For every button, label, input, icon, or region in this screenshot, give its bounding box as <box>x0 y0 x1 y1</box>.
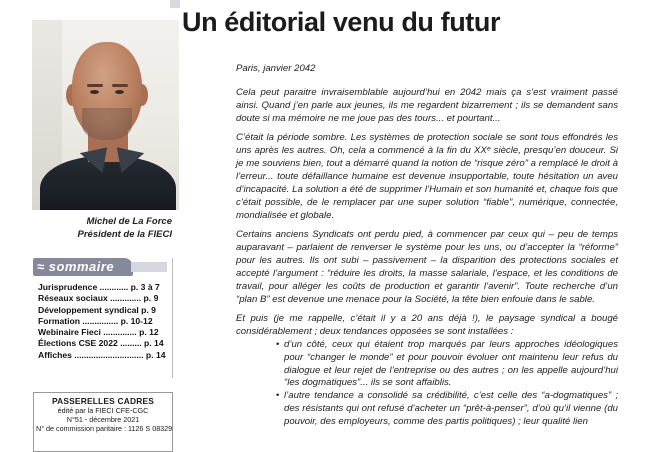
toc-item[interactable]: Jurisprudence ............ p. 3 à 7 <box>38 282 160 292</box>
table-of-contents <box>38 282 168 361</box>
article-paragraph: C’était la période sombre. Les systèmes de protection sociale se sont tous effondrés les uns après les autres. Oh, cela a commencé à la fin du XXᵉ siècle, presqu’en douceur. Si je me souviens bien, tout a démarré quand la notion de “risque zéro” a remplacé le droit à l’erreur... toute défaillance humaine est devenue insupportable, toute hésitation un aveu d’incapacité. La solution a été de supprimer l’Humain et son humanité et, chaque fois que c’était possible, de le remplacer par une super solution “fiable”, numérique, connectée, mondialisée et globale. <box>236 132 618 221</box>
sommaire-heading <box>33 258 167 276</box>
publication-issue: N°51 - décembre 2021 <box>66 415 140 424</box>
article-paragraph: Certains anciens Syndicats ont perdu pied, à commencer par ceux qui – peu de temps auparavant – parlaient de renverser le système pour les uns, ou d’accepter la “réforme” pour les autres. Ils ont subi – passivement – la disparition des protections sociales et accepté l’argument : “réduire les droits, la masse salariale, l’espace, et les conditions de travail, pour alléger les coûts de production et garantir l’avenir”. Toute recherche d’un “plan B” est devenue une menace pour la Société, la tête bien enfouie dans le sable. <box>236 228 618 305</box>
corner-decoration <box>170 0 180 8</box>
toc-item[interactable]: Développement syndical p. 9 <box>38 304 156 315</box>
toc-item[interactable]: Affiches ............................. p. 14 <box>38 349 166 360</box>
article-paragraph: Et puis (je me rappelle, c’était il y a 20 ans déjà !), le paysage syndical a bougé considérablement ; deux tendances opposées se sont installées : <box>236 312 618 337</box>
publication-editor: édité par la FIECI CFE-CGC <box>57 406 149 415</box>
author-name: Michel de La Force <box>86 216 172 227</box>
article-dateline: Paris, janvier 2042 <box>236 63 316 74</box>
sommaire-title: ≈ sommaire <box>37 259 115 274</box>
divider <box>172 258 173 378</box>
publication-title: PASSERELLES CADRES <box>51 396 155 406</box>
toc-item[interactable]: Webinaire Fieci .............. p. 12 <box>38 327 159 338</box>
publication-box <box>33 392 173 452</box>
author-role: Président de la FIECI <box>77 229 172 240</box>
toc-item[interactable]: Formation ............... p. 10-12 <box>38 315 153 326</box>
author-caption <box>20 215 172 241</box>
article-bullet: • l’autre tendance a consolidé sa crédibilité, c’est celle des “a-dogmatiques” ; des résistants qui ont refusé d’acheter un “prêt-à-penser”, d’où qu’il vienne (du pouvoir, des employeurs, comme des partis politiques) ; leur qualité lien <box>284 390 618 429</box>
article-title: Un éditorial venu du futur <box>182 7 501 37</box>
article-bullet-list <box>236 339 618 429</box>
article-body <box>236 63 618 429</box>
article-paragraph: Cela peut paraitre invraisemblable aujourd’hui en 2042 mais ça s’est vraiment passé ainsi. Quand j’en parle aux jeunes, ils me regardent bizarrement ; ils se demandent sans doute si ma mémoire ne me joue pas des tours... et pourtant... <box>236 86 618 124</box>
toc-item[interactable]: Réseaux sociaux ............. p. 9 <box>38 293 159 304</box>
toc-item[interactable]: Élections CSE 2022 ......... p. 14 <box>38 338 164 349</box>
author-photo <box>32 20 179 210</box>
article-bullet: • d’un côté, ceux qui étaient trop marqués par leurs approches idéologiques pour “changer le monde” et pour pouvoir évoluer ont maintenu leur refus du dialogue et leur rejet de l’entreprise ou des autres ; on les appelle aujourd’hui “les dogmatiques”... ils se sont affaiblis. <box>284 339 618 391</box>
publication-commission: N° de commission paritaire : 1126 S 08329 <box>36 424 173 433</box>
